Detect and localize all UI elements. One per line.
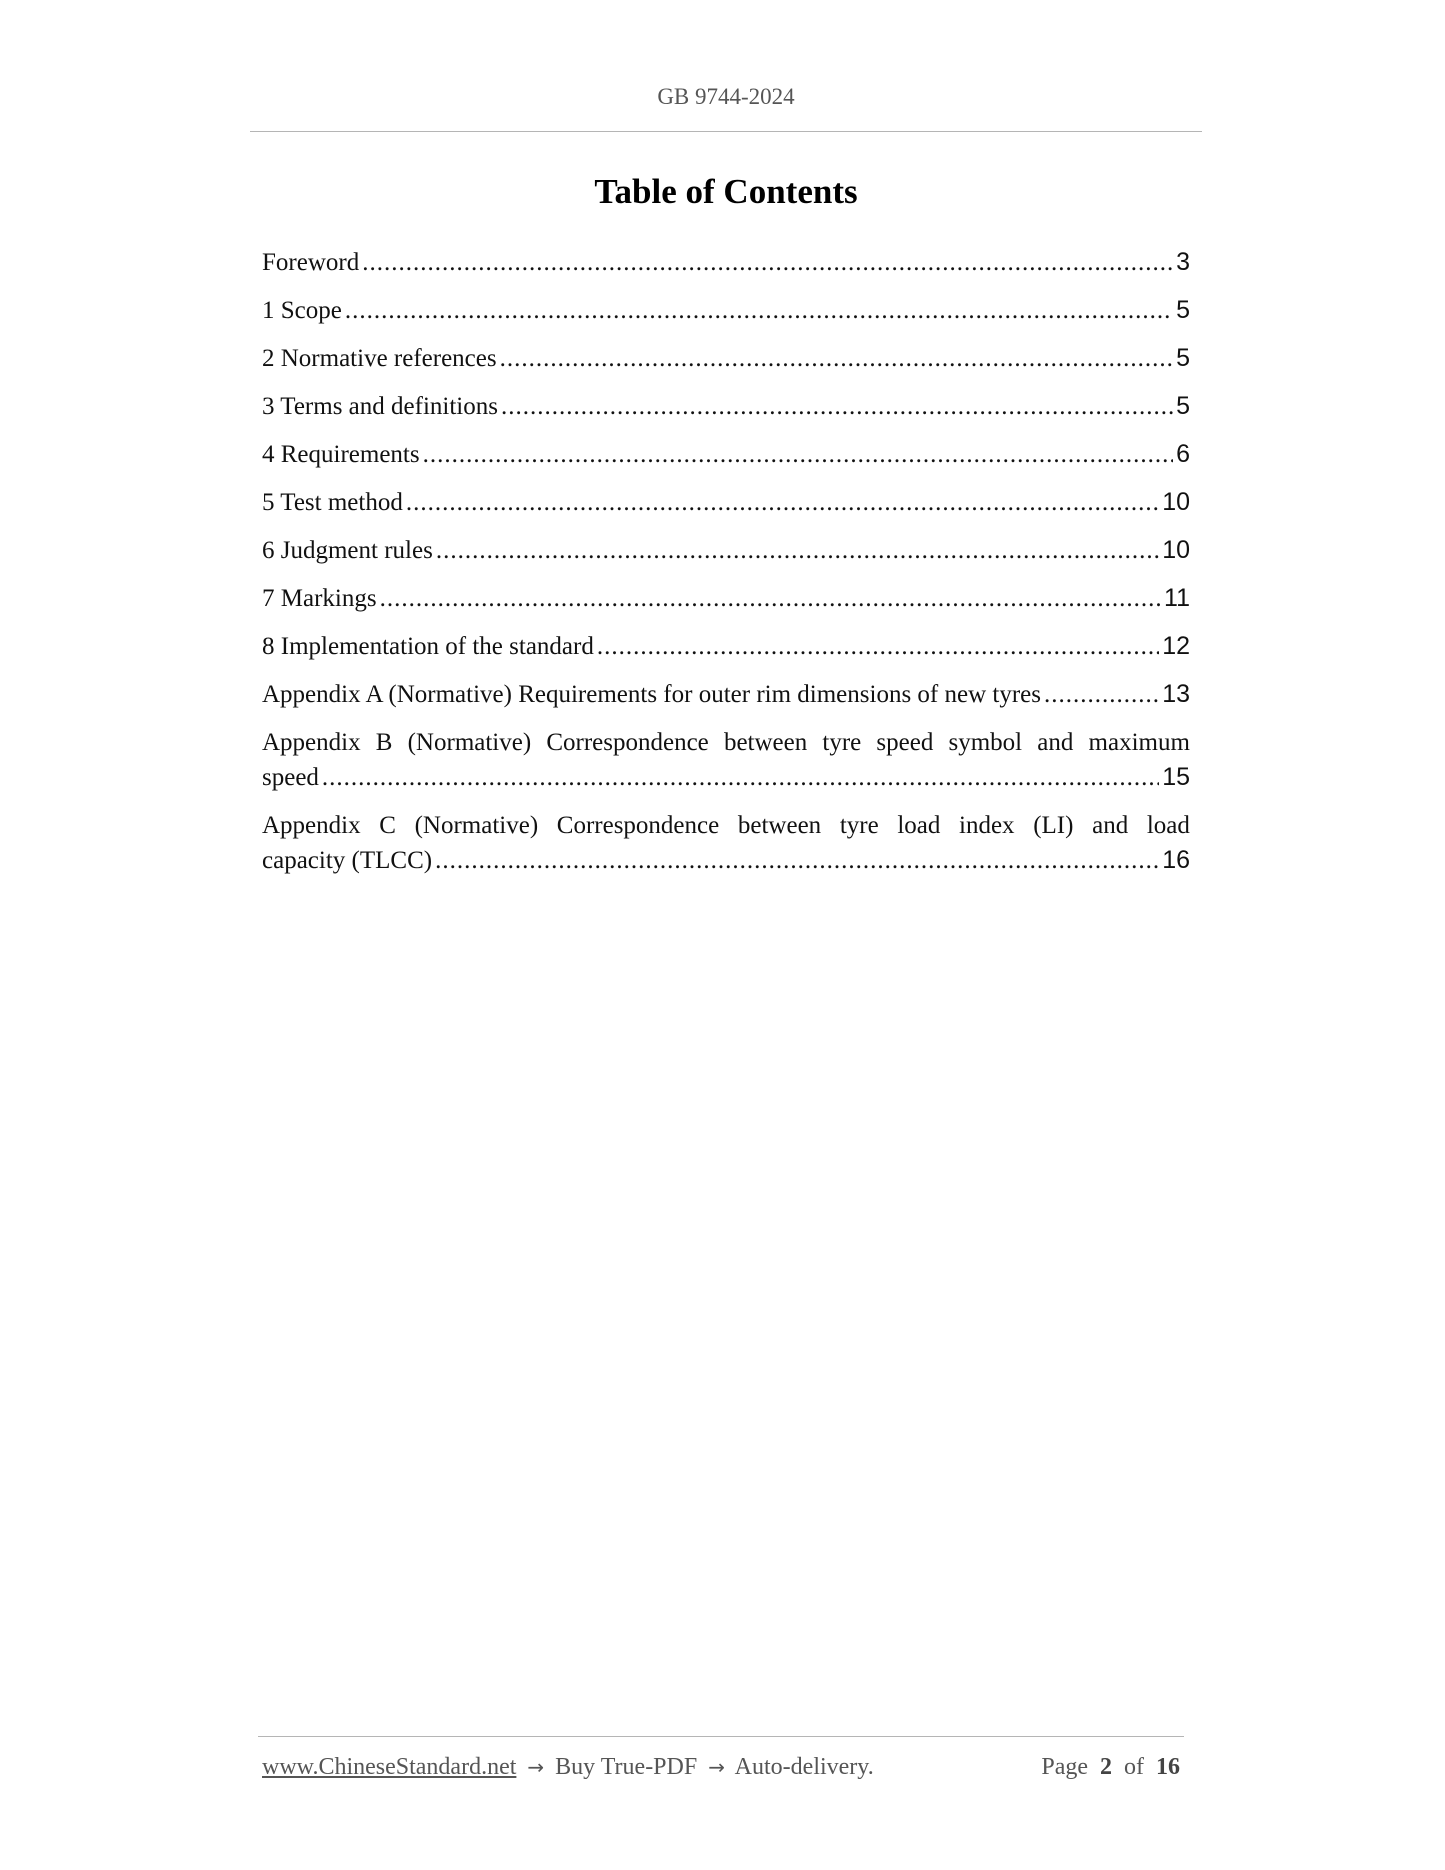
toc-entry-implementation[interactable] [262, 629, 1190, 664]
toc-entry-requirements[interactable] [262, 437, 1190, 472]
toc-entry-label: 8 Implementation of the standard [262, 633, 594, 660]
toc-entry-page: 12 [1162, 632, 1190, 660]
dot-leader [597, 629, 1159, 664]
toc-entry-label: 7 Markings [262, 585, 377, 612]
of-word: of [1124, 1754, 1144, 1780]
toc-entry-foreword[interactable] [262, 245, 1190, 280]
page-current: 2 [1100, 1754, 1112, 1780]
toc-entry-terms-definitions[interactable] [262, 389, 1190, 424]
toc-list [262, 245, 1190, 891]
toc-entry-label: 1 Scope [262, 297, 342, 324]
dot-leader [406, 485, 1159, 520]
footer-divider [258, 1736, 1184, 1737]
dot-leader [423, 437, 1173, 472]
toc-entry-judgment-rules[interactable] [262, 533, 1190, 568]
dot-leader [435, 843, 1159, 878]
toc-entry-label: Appendix A (Normative) Requirements for outer rim dimensions of new tyres [262, 681, 1042, 708]
toc-entry-page: 16 [1162, 846, 1190, 874]
dot-leader [501, 389, 1173, 424]
toc-entry-scope[interactable] [262, 293, 1190, 328]
toc-entry-normative-references[interactable] [262, 341, 1190, 376]
page-footer [262, 1754, 1180, 1781]
running-header: GB 9744-2024 [657, 84, 795, 109]
toc-entry-test-method[interactable] [262, 485, 1190, 520]
website-link[interactable]: www.ChineseStandard.net [262, 1754, 517, 1780]
toc-entry-markings[interactable] [262, 581, 1190, 616]
toc-entry-label: 2 Normative references [262, 345, 497, 372]
toc-entry-page: 10 [1162, 536, 1190, 564]
toc-entry-page: 13 [1162, 680, 1190, 708]
dot-leader [362, 245, 1173, 280]
toc-entry-page: 10 [1162, 488, 1190, 516]
toc-entry-label: Foreword [262, 249, 360, 276]
delivery-text: Auto-delivery. [734, 1754, 874, 1780]
arrow-right-icon: → [708, 1755, 725, 1779]
toc-entry-page: 5 [1176, 344, 1190, 372]
toc-entry-page: 5 [1176, 296, 1190, 324]
toc-entry-page: 11 [1164, 584, 1190, 612]
header-divider [250, 131, 1202, 132]
toc-entry-label: 5 Test method [262, 489, 403, 516]
toc-entry-page: 3 [1176, 248, 1190, 276]
toc-entry-label-line1: Appendix B (Normative) Correspondence between tyre speed symbol and maximum [262, 729, 1190, 756]
arrow-right-icon: → [527, 1755, 545, 1779]
toc-entry-page: 15 [1162, 763, 1190, 791]
page-indicator [1041, 1754, 1180, 1781]
toc-entry-label: 4 Requirements [262, 441, 420, 468]
toc-entry-label: 3 Terms and definitions [262, 393, 498, 420]
dot-leader [380, 581, 1161, 616]
page-total: 16 [1156, 1754, 1180, 1780]
toc-entry-page: 6 [1176, 440, 1190, 468]
toc-entry-label-line2: speed [262, 764, 319, 791]
dot-leader [1044, 677, 1159, 712]
page-word: Page [1041, 1754, 1088, 1780]
toc-entry-label-line1: Appendix C (Normative) Correspondence between tyre load index (LI) and load [262, 812, 1190, 839]
footer-promo [262, 1754, 874, 1781]
dot-leader [436, 533, 1159, 568]
toc-entry-label-line2: capacity (TLCC) [262, 847, 433, 874]
toc-title: Table of Contents [594, 172, 858, 211]
toc-entry-appendix-b[interactable] [262, 725, 1190, 795]
toc-entry-appendix-a[interactable] [262, 677, 1190, 712]
dot-leader [500, 341, 1173, 376]
buy-text: Buy True-PDF [555, 1754, 698, 1780]
toc-entry-label: 6 Judgment rules [262, 537, 433, 564]
toc-entry-page: 5 [1176, 392, 1190, 420]
dot-leader [345, 293, 1173, 328]
dot-leader [322, 760, 1159, 795]
toc-entry-appendix-c[interactable] [262, 808, 1190, 878]
